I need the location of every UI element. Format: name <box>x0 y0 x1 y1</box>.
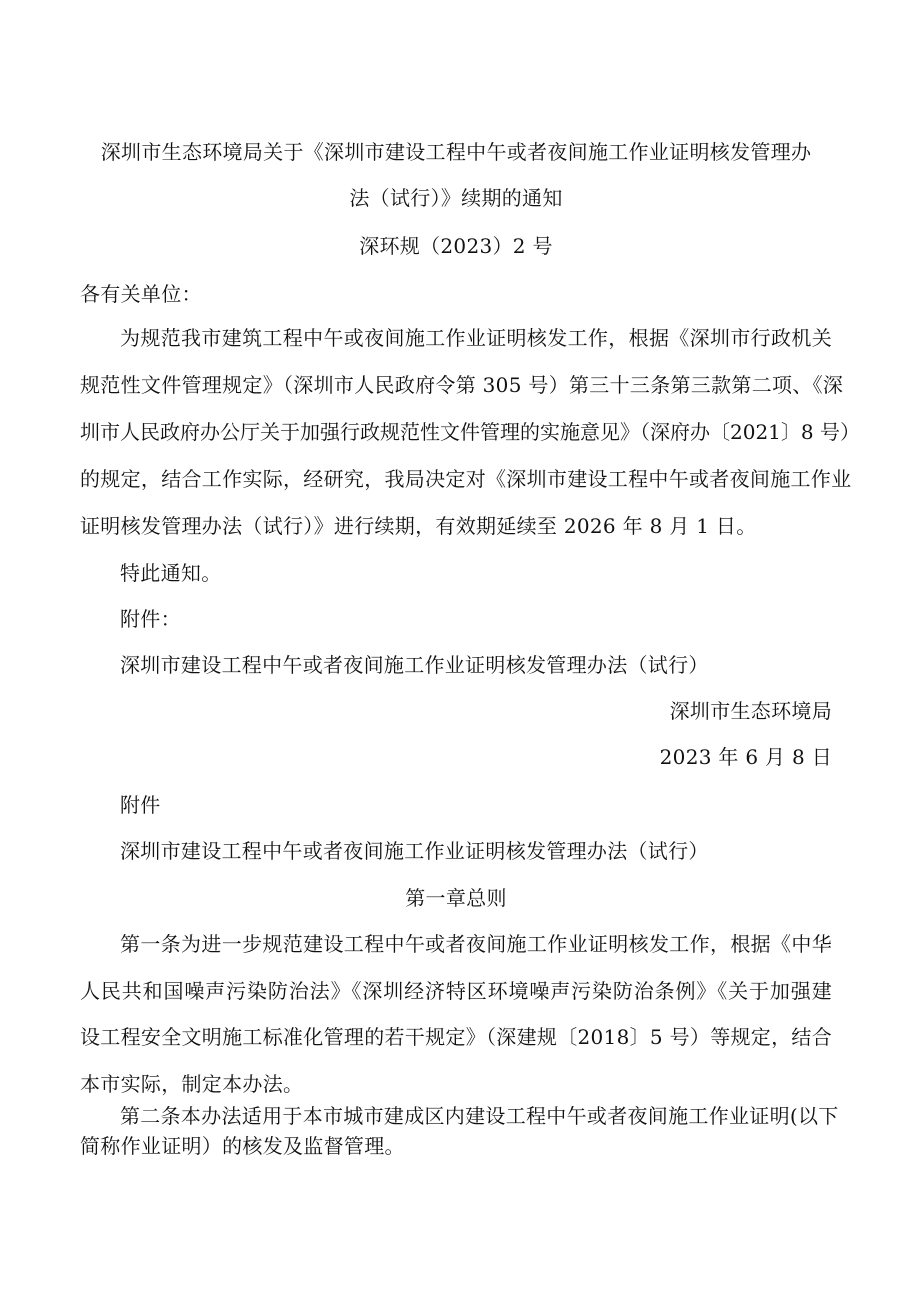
article-1-line-4: 本市实际，制定本办法。 <box>80 1072 304 1096</box>
signature-issuer: 深圳市生态环境局 <box>669 699 832 723</box>
salutation: 各有关单位： <box>80 282 202 306</box>
attachment-title-link[interactable]: 深圳市建设工程中午或者夜间施工作业证明核发管理办法（试行） <box>120 653 709 677</box>
article-1-line-3: 设工程安全文明施工标准化管理的若干规定》（深建规〔2018〕5 号）等规定，结合 <box>80 1025 832 1049</box>
title-line-2: 法（试行）》续期的通知 <box>349 186 563 210</box>
doc-number: 深环规（2023）2 号 <box>359 234 553 258</box>
notice-text: 特此通知。 <box>120 561 222 585</box>
article-1-line-2: 人民共和国噪声污染防治法》《深圳经济特区环境噪声污染防治条例》《关于加强建 <box>80 979 832 1003</box>
appendix-label: 附件 <box>120 793 161 817</box>
paragraph-1-line-3: 圳市人民政府办公厅关于加强行政规范性文件管理的实施意见》（深府办〔2021〕8 号） <box>80 420 860 444</box>
chapter-heading: 第一章总则 <box>405 886 507 910</box>
article-1-line-1: 第一条为进一步规范建设工程中午或者夜间施工作业证明核发工作，根据《中华 <box>120 932 832 956</box>
article-2-line-1: 第二条本办法适用于本市城市建成区内建设工程中午或者夜间施工作业证明(以下 <box>120 1104 839 1128</box>
appendix-title: 深圳市建设工程中午或者夜间施工作业证明核发管理办法（试行） <box>120 839 709 863</box>
paragraph-1-line-2: 规范性文件管理规定》（深圳市人民政府令第 305 号）第三十三条第三款第二项、《深 <box>80 373 844 397</box>
paragraph-1-line-4: 的规定，结合工作实际，经研究，我局决定对《深圳市建设工程中午或者夜间施工作业 <box>80 467 852 491</box>
title-line-1: 深圳市生态环境局关于《深圳市建设工程中午或者夜间施工作业证明核发管理办 <box>100 140 812 164</box>
paragraph-1-line-5: 证明核发管理办法（试行）》进行续期，有效期延续至 2026 年 8 月 1 日。 <box>80 514 757 538</box>
article-2-line-2: 简称作业证明）的核发及监督管理。 <box>80 1134 405 1158</box>
attachment-label: 附件： <box>120 607 181 631</box>
signature-date: 2023 年 6 月 8 日 <box>659 745 832 769</box>
paragraph-1-line-1: 为规范我市建筑工程中午或夜间施工作业证明核发工作，根据《深圳市行政机关 <box>120 326 832 350</box>
